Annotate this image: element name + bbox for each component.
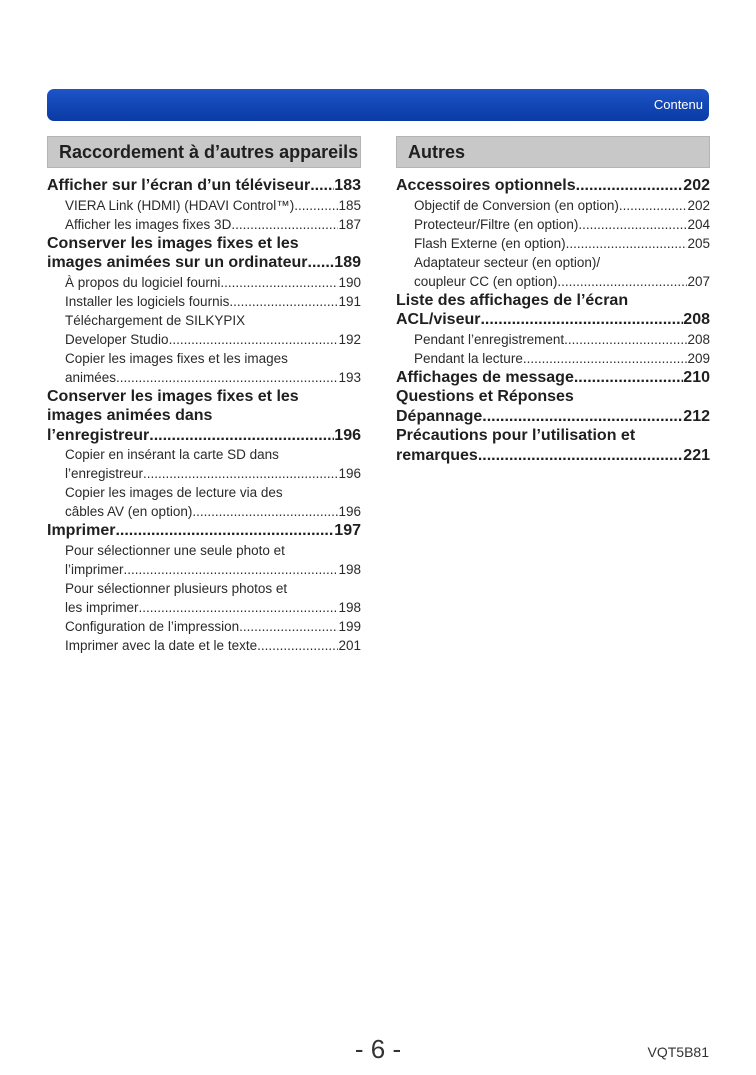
toc-label: l’enregistreur bbox=[65, 466, 144, 481]
toc-page: 187 bbox=[338, 216, 361, 232]
toc-label: Imprimer avec la date et le texte bbox=[65, 637, 258, 653]
toc-label: Pendant la lecture bbox=[414, 350, 523, 366]
toc-subentry[interactable] bbox=[47, 215, 361, 234]
toc-entry-line[interactable]: Liste des affichages de l’écran bbox=[396, 291, 629, 309]
toc-entry[interactable] bbox=[396, 310, 710, 330]
toc-label: Objectif de Conversion (en option) bbox=[414, 197, 619, 213]
toc-subentry-line[interactable]: Adaptateur secteur (en option)/ bbox=[414, 254, 601, 270]
toc-subentry[interactable] bbox=[47, 292, 361, 311]
toc-page: 196 bbox=[338, 504, 361, 519]
toc-subentry[interactable] bbox=[47, 598, 361, 617]
toc-subentry[interactable] bbox=[47, 196, 361, 215]
toc-label: les imprimer bbox=[65, 599, 139, 615]
toc-label: images animées sur un ordinateur bbox=[47, 254, 308, 271]
toc-page: 205 bbox=[687, 235, 710, 251]
section-title-others: Autres bbox=[396, 136, 710, 168]
toc-page: 212 bbox=[683, 407, 710, 425]
left-column bbox=[47, 136, 361, 655]
toc-entry-line[interactable]: Conserver les images fixes et les bbox=[47, 234, 299, 252]
toc-label: Installer les logiciels fournis bbox=[65, 293, 230, 309]
toc-page: 202 bbox=[687, 197, 710, 213]
toc-subentry[interactable] bbox=[47, 273, 361, 292]
toc-label: coupleur CC (en option) bbox=[414, 273, 558, 289]
toc-subentry[interactable] bbox=[47, 502, 361, 521]
toc-page: 209 bbox=[687, 350, 710, 366]
toc-subentry[interactable] bbox=[47, 560, 361, 579]
toc-label: Afficher les images fixes 3D bbox=[65, 216, 232, 232]
toc-page: 196 bbox=[338, 466, 361, 481]
toc-label: Imprimer bbox=[47, 522, 116, 539]
toc-label: Configuration de l’impression bbox=[65, 618, 240, 634]
toc-entry-line[interactable]: images animées dans bbox=[47, 407, 213, 424]
toc-entry[interactable] bbox=[47, 176, 361, 196]
toc-subentry[interactable] bbox=[396, 215, 710, 234]
toc-page: 193 bbox=[338, 369, 361, 385]
toc-page: 208 bbox=[687, 331, 710, 347]
toc-subentry-line[interactable]: Copier en insérant la carte SD dans bbox=[65, 447, 279, 462]
toc-page: 207 bbox=[687, 273, 710, 289]
toc-label: Afficher sur l’écran d’un téléviseur bbox=[47, 177, 311, 194]
toc-label: remarques bbox=[396, 446, 478, 464]
toc-label: Dépannage bbox=[396, 407, 483, 425]
toc-label: Protecteur/Filtre (en option) bbox=[414, 216, 579, 232]
toc-subentry[interactable] bbox=[396, 234, 710, 253]
toc-entry-line[interactable]: Questions et Réponses bbox=[396, 388, 574, 405]
toc-page: 210 bbox=[683, 368, 710, 386]
toc-label: Affichages de message bbox=[396, 368, 574, 386]
section-title-connections: Raccordement à d’autres appareils bbox=[47, 136, 361, 168]
toc-entry[interactable] bbox=[47, 253, 361, 273]
toc-page: 190 bbox=[338, 274, 361, 290]
document-code: VQT5B81 bbox=[647, 1044, 709, 1060]
toc-subentry-line[interactable]: Copier les images fixes et les images bbox=[65, 350, 288, 366]
right-column bbox=[396, 136, 710, 465]
toc-page: 198 bbox=[338, 599, 361, 615]
toc-subentry[interactable] bbox=[396, 349, 710, 368]
toc-label: ACL/viseur bbox=[396, 311, 481, 328]
toc-subentry-line[interactable]: Pour sélectionner plusieurs photos et bbox=[65, 580, 288, 596]
toc-subentry[interactable] bbox=[396, 330, 710, 349]
toc-page: 204 bbox=[687, 216, 710, 232]
toc-subentry[interactable] bbox=[47, 617, 361, 636]
toc-page: 197 bbox=[334, 522, 361, 539]
toc-label: animées bbox=[65, 369, 117, 385]
toc-label: câbles AV (en option) bbox=[65, 504, 193, 519]
toc-subentry[interactable] bbox=[47, 368, 361, 387]
toc-page: 183 bbox=[334, 177, 361, 194]
toc-subentry-line[interactable]: Copier les images de lecture via des bbox=[65, 485, 283, 500]
toc-subentry-line[interactable]: Pour sélectionner une seule photo et bbox=[65, 542, 285, 558]
toc-label: Flash Externe (en option) bbox=[414, 235, 566, 251]
toc-subentry-line[interactable]: Téléchargement de SILKYPIX bbox=[65, 312, 246, 328]
toc-page: 189 bbox=[334, 254, 361, 271]
toc-entry[interactable] bbox=[396, 368, 710, 388]
toc-label: l’imprimer bbox=[65, 561, 124, 577]
toc-list-right bbox=[396, 176, 710, 465]
toc-page: 199 bbox=[338, 618, 361, 634]
toc-label: l’enregistreur bbox=[47, 426, 150, 444]
toc-subentry[interactable] bbox=[396, 272, 710, 291]
toc-entry[interactable] bbox=[396, 176, 710, 196]
toc-page: 185 bbox=[338, 197, 361, 213]
toc-entry-line[interactable]: Conserver les images fixes et les bbox=[47, 387, 299, 405]
toc-label: Developer Studio bbox=[65, 331, 169, 347]
toc-subentry[interactable] bbox=[47, 330, 361, 349]
toc-entry[interactable] bbox=[396, 446, 710, 466]
toc-page: 202 bbox=[683, 177, 710, 194]
toc-list-left bbox=[47, 176, 361, 655]
header-banner bbox=[47, 89, 709, 121]
toc-page: 201 bbox=[338, 637, 361, 653]
contents-link[interactable]: Contenu bbox=[653, 97, 703, 112]
toc-entry[interactable] bbox=[47, 426, 361, 446]
toc-page: 196 bbox=[334, 426, 361, 444]
toc-entry[interactable] bbox=[396, 407, 710, 427]
toc-page: 192 bbox=[338, 331, 361, 347]
toc-label: Accessoires optionnels bbox=[396, 177, 576, 194]
toc-subentry[interactable] bbox=[47, 464, 361, 483]
toc-subentry[interactable] bbox=[47, 636, 361, 655]
toc-subentry[interactable] bbox=[396, 196, 710, 215]
toc-page: 191 bbox=[338, 293, 361, 309]
toc-label: VIERA Link (HDMI) (HDAVI Control™) bbox=[65, 197, 295, 213]
toc-page: 198 bbox=[338, 561, 361, 577]
page-number: - 6 - bbox=[354, 1034, 402, 1064]
toc-page: 221 bbox=[683, 446, 710, 464]
toc-entry[interactable] bbox=[47, 521, 361, 541]
toc-label: Pendant l’enregistrement bbox=[414, 331, 565, 347]
toc-label: À propos du logiciel fourni bbox=[65, 274, 221, 290]
toc-page: 208 bbox=[683, 311, 710, 328]
toc-entry-line[interactable]: Précautions pour l’utilisation et bbox=[396, 427, 636, 444]
